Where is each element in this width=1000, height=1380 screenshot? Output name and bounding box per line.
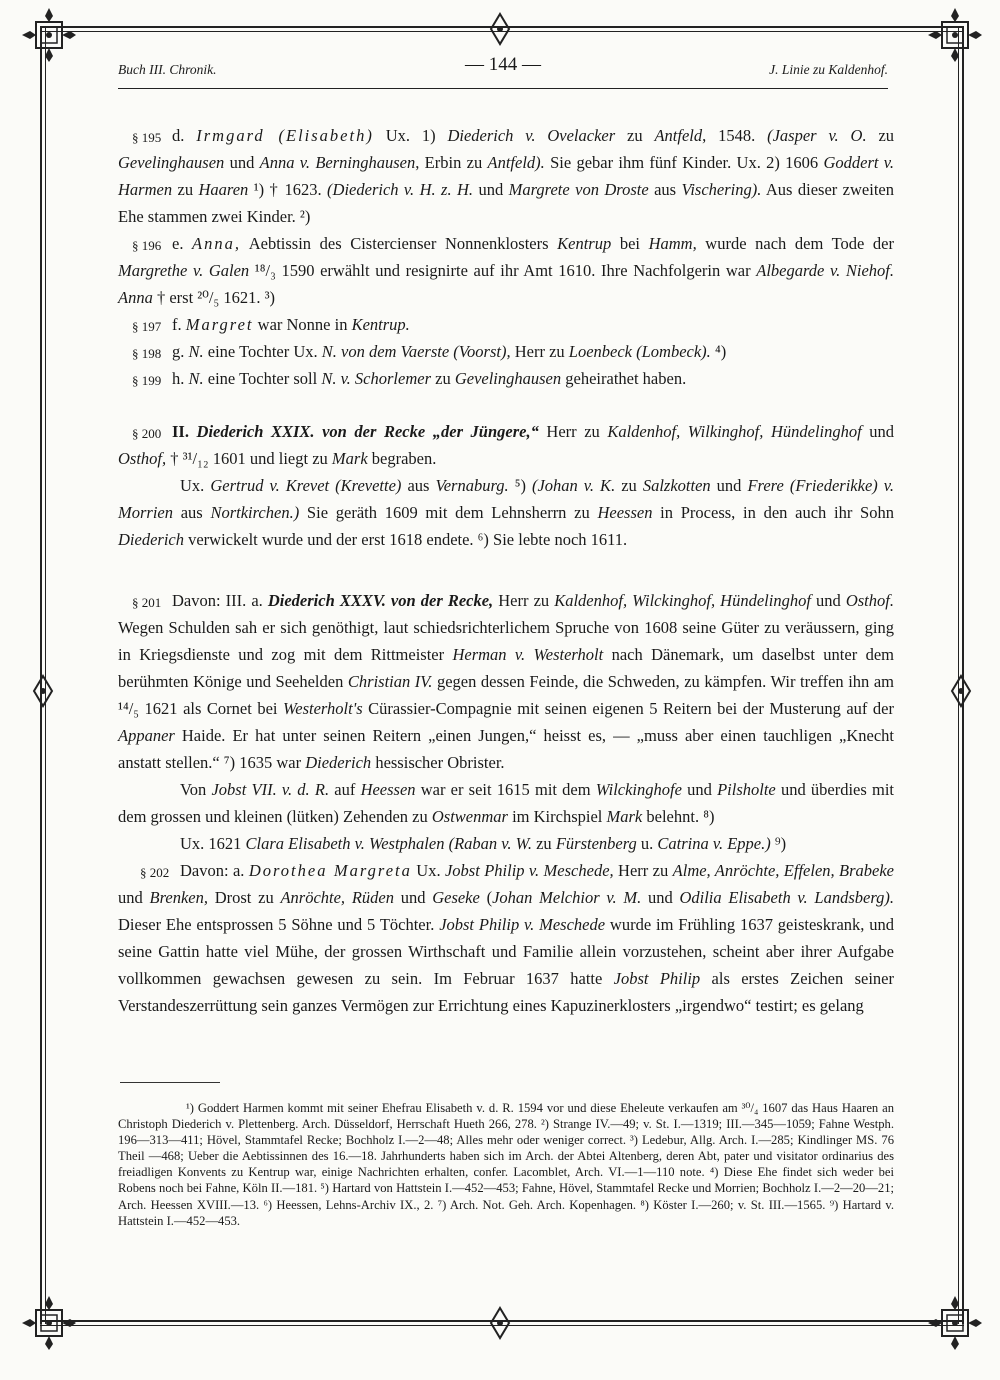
paragraph-197: § 197 f. Margret war Nonne in Kentrup. xyxy=(118,311,894,338)
section-marker: § 200 xyxy=(132,426,162,441)
section-marker: § 199 xyxy=(132,373,162,388)
corner-ornament-bottom-right xyxy=(926,1294,984,1352)
footnote-rule xyxy=(120,1082,220,1083)
paragraph-201-fiefs: Von Jobst VII. v. d. R. auf Heessen war er seit 1615 mit dem Wilckinghofe und Pilsholte und überdies mit dem grossen und kleinen (lütken) Zehenden zu Ostwenmar im Kirchspiel Mark belehnt. ⁸) xyxy=(118,780,894,826)
edge-ornament-left-center xyxy=(26,674,60,708)
section-marker: § 197 xyxy=(132,319,162,334)
corner-ornament-bottom-left xyxy=(20,1294,78,1352)
paragraph-200: § 200 II. Diederich XXIX. von der Recke „der Jüngere,“ Herr zu Kaldenhof, Wilkinghof, Hündelinghof und Osthof, † ³¹/₁₂ 1601 und liegt zu Mark begraben. xyxy=(118,418,894,472)
paragraph-199: § 199 h. N. eine Tochter soll N. v. Schorlemer zu Gevelinghausen geheirathet haben. xyxy=(118,365,894,392)
paragraph-196: § 196 e. Anna, Aebtissin des Cistercienser Nonnenklosters Kentrup bei Hamm, wurde nach dem Tode der Margrethe v. Galen ¹⁸/₃ 1590 erwählt und resignirte auf ihr Amt 1610. Ihre Nachfolgerin war Albegarde v. Niehof. Anna † erst ²⁰/₅ 1621. ³) xyxy=(118,230,894,311)
corner-ornament-top-left xyxy=(20,6,78,64)
section-marker: § 195 xyxy=(132,130,162,145)
paragraph-201-marriage: Ux. 1621 Clara Elisabeth v. Westphalen (Raban v. W. zu Fürstenberg u. Catrina v. Eppe.) ⁹) xyxy=(180,834,787,853)
paragraph-202: § 202 Davon: a. Dorothea Margreta Ux. Jobst Philip v. Meschede, Herr zu Alme, Anröchte, Effelen, Brabeke und Brenken, Drost zu Anröchte, Rüden und Geseke (Johan Melchior v. M. und Odilia Elisabeth v. Landsberg). Dieser Ehe entsprossen 5 Söhne und 5 Töchter. Jobst Philip v. Meschede wurde im Frühling 1637 geisteskrank, und seine Gattin hatte viel Mühe, der grossen Wirthschaft und Familie allein vorzustehen, scheint aber ihrer Aufgabe vollkommen gewachsen gewesen zu sein. Im Februar 1637 hatte Jobst Philip als erstes Zeichen seiner Verstandeszerrüttung sein ganzes Vermögen zur Errichtung eines Kapuzinerklosters „irgendwo“ testirt; es gelang xyxy=(118,857,894,1019)
edge-ornament-right-center xyxy=(944,674,978,708)
corner-ornament-top-right xyxy=(926,6,984,64)
paragraph-201: § 201 Davon: III. a. Diederich XXXV. von der Recke, Herr zu Kaldenhof, Wilckinghof, Hündelinghof und Osthof. Wegen Schulden sah er sich genöthigt, laut schiedsrichterlichem Spruche von 1608 seine Güter zu veräussern, ging in Kriegsdienste und zog mit dem Rittmeister Herman v. Westerholt nach Dänemark, um daselbst unter dem berühmten Könige und Seehelden Christian IV. gegen dessen Feinde, die Schweden, zu kämpfen. Wir treffen ihn am ¹⁴/₅ 1621 als Cornet bei Westerholt's Cürassier-Compagnie mit seinen eigenen 5 Reitern bei der Musterung auf der Appaner Haide. Er hat unter seinen Reitern „einen Jungen,“ heisst es, — „muss aber einen tauchligen „Knecht anstatt stellen.“ ⁷) 1635 war Diederich hessischer Obrister. xyxy=(118,587,894,776)
paragraph-195: § 195 d. Irmgard (Elisabeth) Ux. 1) Diederich v. Ovelacker zu Antfeld, 1548. (Jasper v. O. zu Gevelinghausen und Anna v. Berninghausen, Erbin zu Antfeld). Sie gebar ihm fünf Kinder. Ux. 2) 1606 Goddert v. Harmen zu Haaren ¹) † 1623. (Diederich v. H. z. H. und Margrete von Droste aus Vischering). Aus dieser zweiten Ehe stammen zwei Kinder. ²) xyxy=(118,122,894,230)
edge-ornament-top-center xyxy=(483,12,517,46)
header-book-title: Buch III. Chronik. xyxy=(118,62,217,77)
section-marker: § 198 xyxy=(132,346,162,361)
footnotes: ¹) Goddert Harmen kommt mit seiner Ehefrau Elisabeth v. d. R. 1594 vor und diese Eheleute verkaufen am ³⁰/₄ 1607 das Haus Haaren an Christoph Diederich v. Plettenberg. Arch. Düsseldorf, Herrschaft Hueth 266, 278. ²) Strange IV.—49; v. St. I.—1319; III.—345—1059; Fahne Westph. 196—313—411; Hövel, Stammtafel Recke; Bochholz I.—2—48; Alles mehr oder weniger correct. ³) Ledebur, Allg. Arch. I.—285; Kindlinger MS. 76 Theil —468; Ueber die Aebtissinnen des 16.—18. Jahrhunderts haben sich im Arch. der Abtei Altenberg, deren Abt, pater und visitator ordinarius des freiadligen Konvents zu Kentrup war, einige Nachrichten erhalten, confer. Lacomblet, Arch. VI.—1—110 note. ⁴) Diese Ehe findet sich weder bei Robens noch bei Fahne, Köln II.—181. ⁵) Hartard von Hattstein I.—452—453; Fahne, Hövel, Stammtafel Recke und Morrien; Bochholz I.—2—20—21; Arch. Heessen XVIII.—13. ⁶) Heessen, Lehns-Archiv IX., 2. ⁷) Arch. Not. Geh. Arch. Kopenhagen. ⁸) Köster I.—260; v. St. III.—1565. ⁹) Hartard v. Hattstein I.—452—453. xyxy=(118,1101,894,1228)
paragraph-198: § 198 g. N. eine Tochter Ux. N. von dem Vaerste (Voorst), Herr zu Loenbeck (Lombeck). ⁴) xyxy=(118,338,894,365)
header-rule xyxy=(118,88,888,89)
header-line-title: J. Linie zu Kaldenhof. xyxy=(769,62,888,77)
paragraph-200-marriage: Ux. Gertrud v. Krevet (Krevette) aus Vernaburg. ⁵) (Johan v. K. zu Salzkotten und Frere (Friederikke) v. Morrien aus Nortkirchen.) Sie geräth 1609 mit dem Lehnsherrn zu Heessen in Process, in den auch ihr Sohn Diederich verwickelt wurde und der erst 1618 endete. ⁶) Sie lebte noch 1611. xyxy=(118,476,895,549)
section-marker: § 196 xyxy=(132,238,162,253)
main-text xyxy=(118,122,894,1019)
edge-ornament-bottom-center xyxy=(483,1306,517,1340)
section-marker: § 202 xyxy=(140,865,170,880)
running-header xyxy=(118,50,888,84)
section-marker: § 201 xyxy=(132,595,162,610)
page-number: — 144 — xyxy=(465,54,541,75)
